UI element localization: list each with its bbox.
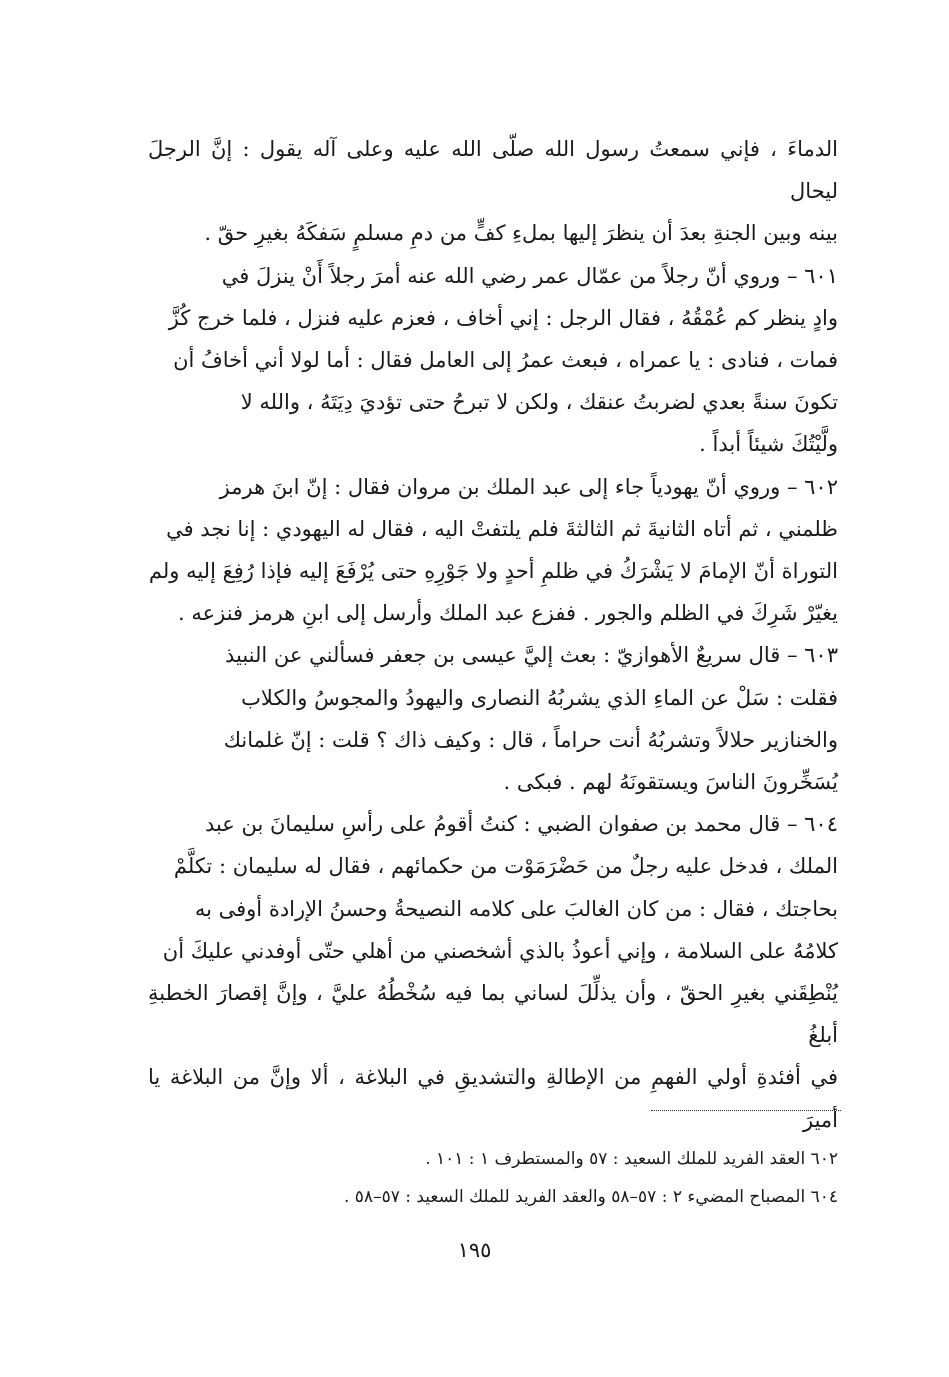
footnotes	[148, 1140, 838, 1216]
page-number: ١٩٥	[457, 1238, 492, 1262]
text-line: فقلت : سَلْ عن الماءِ الذي يشربُهُ النصارى واليهودُ والمجوسُ والكلاب	[241, 685, 838, 710]
text-line: بحاجتك ، فقال : من كان الغالبَ على كلامه النصيحةُ وحسنُ الإرادة أوفى به	[194, 896, 838, 921]
text-line: ٦٠٤ – قال محمد بن صفوان الضبي : كنتُ أقومُ على رأسِ سليمانَ بن عبد	[204, 812, 838, 837]
text-line: فمات ، فنادى : يا عمراه ، فبعث عمرُ إلى العامل فقال : أما لولا أني أخافُ أن	[173, 348, 838, 373]
text-line: وادٍ ينظر كم عُمْقُهُ ، فقال الرجل : إني أخاف ، فعزم عليه فنزل ، فلما خرج كُزَّ	[168, 305, 838, 330]
footnote: ٦٠٤ المصباح المضيء ٢ : ٥٧–٥٨ والعقد الفريد للملك السعيد : ٥٧–٥٨ .	[343, 1187, 838, 1207]
text-line: ظلمني ، ثم أتاه الثانيةَ ثم الثالثةَ فلم يلتفتْ اليه ، فقال له اليهودي : إنا نجد في	[166, 516, 838, 541]
text-line: ولَّيْتُكَ شيئاً أبداً .	[699, 432, 838, 457]
text-line: يغيّرْ شَرِكَ في الظلم والجور . ففزع عبد الملك وأرسل إلى ابنِ هرمز فنزعه .	[177, 601, 838, 626]
text-line: الملك ، فدخل عليه رجلٌ من حَضْرَمَوْت من حكمائهم ، فقال له سليمان : تكلَّمْ	[173, 854, 838, 879]
text-line: في أفئدةِ أولي الفهمِ من الإطالةِ والتشديقِ في البلاغة ، ألا وإنَّ من البلاغة يا أميرَ	[148, 1065, 838, 1132]
text-line: والخنازير حلالاً وتشربُهُ أنت حراماً ، قال : وكيف ذاك ؟ قلت : إنّ غلمانك	[223, 727, 838, 752]
text-line: يُنْطِقَني بغيرِ الحقّ ، وأن يذلِّلَ لساني بما فيه سُخْطُهُ عليَّ ، وإنَّ إقصارَ الخطبةِ أبلغُ	[148, 981, 838, 1048]
footnote-separator	[651, 1110, 841, 1111]
text-line: يُسَخِّرونَ الناسَ ويستقونَهُ لهم . فبكى .	[503, 770, 838, 795]
footnote: ٦٠٢ العقد الفريد للملك السعيد : ٥٧ والمستطرف ١ : ١٠١ .	[425, 1149, 838, 1169]
text-line: بينه وبين الجنةِ بعدَ أن ينظرَ إليها بملءِ كفٍّ من دمِ مسلمٍ سَفكَهُ بغيرِ حقّ .	[204, 221, 838, 246]
main-text	[148, 128, 838, 1141]
text-line: ٦٠٣ – قال سريعٌ الأهوازيّ : بعث إليَّ عيسى بن جعفر فسألني عن النبيذ	[224, 643, 838, 668]
text-line: ٦٠١ – وروي أنّ رجلاً من عمّال عمر رضي الله عنه أمرَ رجلاً أَنْ ينزلَ في	[221, 263, 838, 288]
text-line: ٦٠٢ – وروي أنّ يهودياً جاء إلى عبد الملك بن مروان فقال : إنّ ابنَ هرمز	[219, 474, 838, 499]
text-line: التوراة أنّ الإمامَ لا يَشْرَكُ في ظلمِ أحدٍ ولا جَوْرِهِ حتى يُرْفَعَ إليه فإذا رُفِعَ إليه ولم	[148, 559, 838, 584]
text-line: تكونَ سنةً بعدي لضربتُ عنقك ، ولكن لا تبرحُ حتى تؤديَ دِيَتَهُ ، والله لا	[240, 390, 838, 415]
text-line: كلامُهُ على السلامة ، وإني أعوذُ بالذي أشخصني من أهلي حتّى أوفدني عليكَ أن	[162, 938, 838, 963]
text-line: الدماءَ ، فإني سمعتُ رسول الله صلّى الله عليه وعلى آله يقول : إنَّ الرجلَ ليحال	[148, 137, 838, 204]
